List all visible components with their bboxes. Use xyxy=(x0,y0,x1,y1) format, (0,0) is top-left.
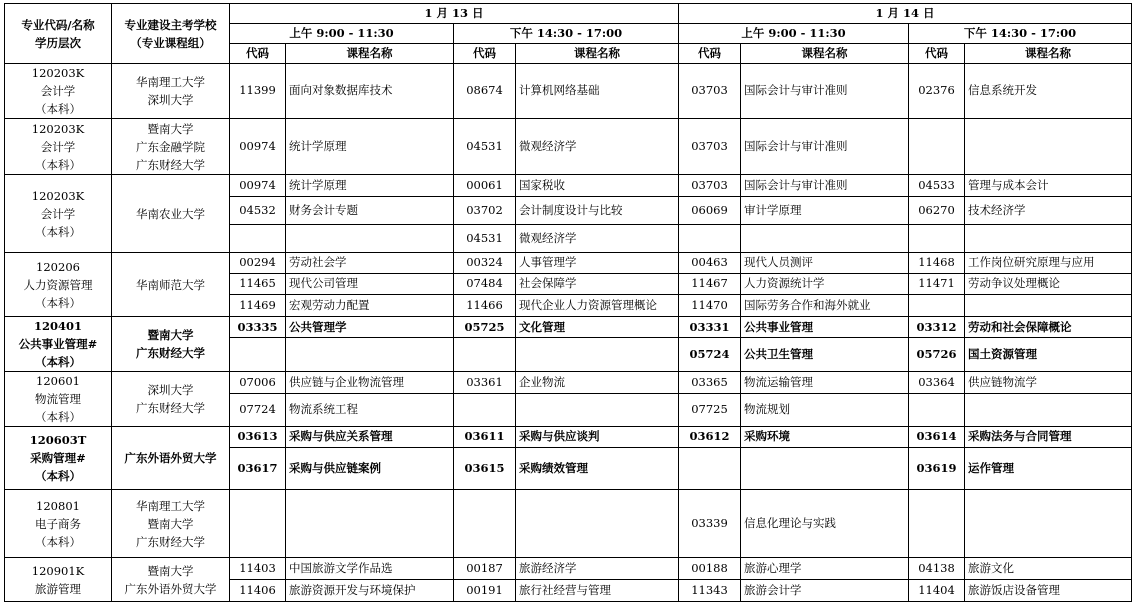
course-name-cell xyxy=(286,490,454,558)
course-name-cell: 物流运输管理 xyxy=(741,372,909,394)
course-name-cell: 文化管理 xyxy=(516,317,679,338)
course-code-cell: 02376 xyxy=(909,64,965,119)
course-name-cell xyxy=(741,225,909,253)
course-code-cell xyxy=(909,394,965,427)
code-header: 代码 xyxy=(454,44,516,64)
table-row xyxy=(5,558,1132,580)
table-row xyxy=(5,490,1132,558)
course-name-cell: 采购与供应链案例 xyxy=(286,448,454,490)
course-code-cell: 03312 xyxy=(909,317,965,338)
course-name-cell: 采购与供应谈判 xyxy=(516,427,679,448)
course-name-cell: 运作管理 xyxy=(965,448,1132,490)
course-name-cell: 国际会计与审计准则 xyxy=(741,64,909,119)
course-name-cell: 现代人员测评 xyxy=(741,253,909,274)
course-name-cell: 旅游文化 xyxy=(965,558,1132,580)
course-name-cell: 面向对象数据库技术 xyxy=(286,64,454,119)
course-code-cell: 11466 xyxy=(454,295,516,317)
course-code-cell: 03339 xyxy=(679,490,741,558)
table-row xyxy=(5,64,1132,119)
course-code-cell: 00061 xyxy=(454,175,516,197)
day2-am-header: 上午 9:00 - 11:30 xyxy=(679,24,909,44)
course-code-cell xyxy=(679,225,741,253)
day1-pm-header: 下午 14:30 - 17:00 xyxy=(454,24,679,44)
school-column-header: 专业建设主考学校 （专业课程组） xyxy=(112,4,230,64)
course-name-cell: 旅行社经营与管理 xyxy=(516,580,679,602)
course-name-cell: 国际会计与审计准则 xyxy=(741,119,909,175)
course-code-cell: 03361 xyxy=(454,372,516,394)
course-code-cell: 07006 xyxy=(230,372,286,394)
table-row xyxy=(5,175,1132,197)
course-code-cell: 04531 xyxy=(454,119,516,175)
course-code-cell: 11467 xyxy=(679,274,741,295)
course-code-cell: 11468 xyxy=(909,253,965,274)
course-name-cell: 国际劳务合作和海外就业 xyxy=(741,295,909,317)
course-code-cell xyxy=(230,338,286,372)
course-code-cell: 03364 xyxy=(909,372,965,394)
course-code-cell xyxy=(909,119,965,175)
major-cell: 120601 物流管理 （本科） xyxy=(5,372,112,427)
course-code-cell xyxy=(454,394,516,427)
table-body xyxy=(5,64,1132,602)
course-code-cell: 11406 xyxy=(230,580,286,602)
course-name-cell: 审计学原理 xyxy=(741,197,909,225)
exam-schedule-table xyxy=(4,3,1132,602)
course-name-cell xyxy=(965,490,1132,558)
course-code-cell: 11465 xyxy=(230,274,286,295)
course-code-cell: 03613 xyxy=(230,427,286,448)
course-name-cell: 管理与成本会计 xyxy=(965,175,1132,197)
course-name-cell: 旅游饭店设备管理 xyxy=(965,580,1132,602)
course-code-cell: 06069 xyxy=(679,197,741,225)
course-code-cell: 05724 xyxy=(679,338,741,372)
course-code-cell: 03703 xyxy=(679,119,741,175)
course-code-cell: 03611 xyxy=(454,427,516,448)
table-header xyxy=(5,4,1132,64)
course-header: 课程名称 xyxy=(286,44,454,64)
school-cell: 广东外语外贸大学 xyxy=(112,427,230,490)
course-name-cell: 公共事业管理 xyxy=(741,317,909,338)
course-name-cell xyxy=(965,119,1132,175)
course-name-cell: 供应链物流学 xyxy=(965,372,1132,394)
course-name-cell: 公共管理学 xyxy=(286,317,454,338)
course-code-cell: 08674 xyxy=(454,64,516,119)
school-cell: 暨南大学 广东财经大学 xyxy=(112,317,230,372)
course-name-cell xyxy=(516,490,679,558)
course-name-cell xyxy=(965,394,1132,427)
course-code-cell: 03617 xyxy=(230,448,286,490)
course-code-cell xyxy=(454,338,516,372)
course-name-cell xyxy=(286,225,454,253)
course-name-cell xyxy=(516,338,679,372)
major-cell: 120801 电子商务 （本科） xyxy=(5,490,112,558)
course-code-cell: 11343 xyxy=(679,580,741,602)
course-name-cell: 国家税收 xyxy=(516,175,679,197)
course-name-cell xyxy=(516,394,679,427)
course-name-cell: 劳动和社会保障概论 xyxy=(965,317,1132,338)
course-name-cell: 统计学原理 xyxy=(286,119,454,175)
table-row xyxy=(5,427,1132,448)
course-name-cell: 人力资源统计学 xyxy=(741,274,909,295)
course-name-cell: 统计学原理 xyxy=(286,175,454,197)
table-row xyxy=(5,119,1132,175)
table-row xyxy=(5,317,1132,338)
course-name-cell: 公共卫生管理 xyxy=(741,338,909,372)
course-name-cell: 旅游资源开发与环境保护 xyxy=(286,580,454,602)
course-code-cell: 00294 xyxy=(230,253,286,274)
course-code-cell: 03615 xyxy=(454,448,516,490)
table-row xyxy=(5,372,1132,394)
course-code-cell: 04532 xyxy=(230,197,286,225)
course-header: 课程名称 xyxy=(741,44,909,64)
course-code-cell: 03702 xyxy=(454,197,516,225)
course-name-cell: 旅游会计学 xyxy=(741,580,909,602)
code-header: 代码 xyxy=(679,44,741,64)
course-code-cell: 03612 xyxy=(679,427,741,448)
course-code-cell: 11471 xyxy=(909,274,965,295)
course-name-cell: 物流规划 xyxy=(741,394,909,427)
course-name-cell: 采购与供应关系管理 xyxy=(286,427,454,448)
course-code-cell: 04533 xyxy=(909,175,965,197)
course-name-cell: 采购法务与合同管理 xyxy=(965,427,1132,448)
code-header: 代码 xyxy=(909,44,965,64)
course-name-cell: 微观经济学 xyxy=(516,119,679,175)
course-code-cell: 11404 xyxy=(909,580,965,602)
course-name-cell: 宏观劳动力配置 xyxy=(286,295,454,317)
major-cell: 120203K 会计学 （本科） xyxy=(5,119,112,175)
day1-am-header: 上午 9:00 - 11:30 xyxy=(230,24,454,44)
major-cell: 120901K 旅游管理 xyxy=(5,558,112,602)
course-header: 课程名称 xyxy=(516,44,679,64)
major-cell: 120203K 会计学 （本科） xyxy=(5,64,112,119)
course-name-cell: 计算机网络基础 xyxy=(516,64,679,119)
course-name-cell: 微观经济学 xyxy=(516,225,679,253)
major-cell: 120206 人力资源管理 （本科） xyxy=(5,253,112,317)
course-code-cell xyxy=(679,448,741,490)
course-name-cell: 旅游心理学 xyxy=(741,558,909,580)
course-name-cell: 现代企业人力资源管理概论 xyxy=(516,295,679,317)
course-code-cell: 11399 xyxy=(230,64,286,119)
school-cell: 暨南大学 广东外语外贸大学 xyxy=(112,558,230,602)
course-code-cell xyxy=(454,490,516,558)
course-header: 课程名称 xyxy=(965,44,1132,64)
course-code-cell: 00463 xyxy=(679,253,741,274)
course-name-cell: 财务会计专题 xyxy=(286,197,454,225)
course-code-cell: 00974 xyxy=(230,119,286,175)
course-code-cell xyxy=(909,295,965,317)
school-cell: 暨南大学 广东金融学院 广东财经大学 xyxy=(112,119,230,175)
course-name-cell: 采购环境 xyxy=(741,427,909,448)
course-name-cell xyxy=(286,338,454,372)
course-code-cell xyxy=(909,225,965,253)
major-column-header: 专业代码/名称 学历层次 xyxy=(5,4,112,64)
course-code-cell: 03614 xyxy=(909,427,965,448)
course-code-cell: 05726 xyxy=(909,338,965,372)
code-header: 代码 xyxy=(230,44,286,64)
course-name-cell: 社会保障学 xyxy=(516,274,679,295)
school-cell: 华南理工大学 深圳大学 xyxy=(112,64,230,119)
day2-pm-header: 下午 14:30 - 17:00 xyxy=(909,24,1132,44)
course-name-cell: 技术经济学 xyxy=(965,197,1132,225)
course-code-cell: 11470 xyxy=(679,295,741,317)
course-code-cell: 05725 xyxy=(454,317,516,338)
major-cell: 120203K 会计学 （本科） xyxy=(5,175,112,253)
course-code-cell: 11469 xyxy=(230,295,286,317)
school-cell: 华南师范大学 xyxy=(112,253,230,317)
course-code-cell: 04531 xyxy=(454,225,516,253)
course-name-cell: 信息化理论与实践 xyxy=(741,490,909,558)
course-name-cell: 工作岗位研究原理与应用 xyxy=(965,253,1132,274)
course-code-cell: 03335 xyxy=(230,317,286,338)
course-code-cell xyxy=(909,490,965,558)
course-code-cell: 07724 xyxy=(230,394,286,427)
course-name-cell: 现代公司管理 xyxy=(286,274,454,295)
course-name-cell xyxy=(965,225,1132,253)
course-code-cell: 04138 xyxy=(909,558,965,580)
major-cell: 120603T 采购管理# （本科） xyxy=(5,427,112,490)
course-code-cell: 00191 xyxy=(454,580,516,602)
course-code-cell: 07725 xyxy=(679,394,741,427)
course-code-cell: 06270 xyxy=(909,197,965,225)
day1-header: 1 月 13 日 xyxy=(230,4,679,24)
course-name-cell: 信息系统开发 xyxy=(965,64,1132,119)
school-cell: 华南农业大学 xyxy=(112,175,230,253)
course-code-cell: 03365 xyxy=(679,372,741,394)
day2-header: 1 月 14 日 xyxy=(679,4,1132,24)
course-name-cell: 人事管理学 xyxy=(516,253,679,274)
course-code-cell: 00974 xyxy=(230,175,286,197)
school-cell: 华南理工大学 暨南大学 广东财经大学 xyxy=(112,490,230,558)
table-row xyxy=(5,253,1132,274)
course-code-cell: 00188 xyxy=(679,558,741,580)
course-name-cell: 劳动社会学 xyxy=(286,253,454,274)
course-name-cell: 国土资源管理 xyxy=(965,338,1132,372)
course-name-cell xyxy=(741,448,909,490)
course-code-cell xyxy=(230,490,286,558)
course-code-cell: 03703 xyxy=(679,175,741,197)
course-name-cell: 旅游经济学 xyxy=(516,558,679,580)
course-name-cell: 劳动争议处理概论 xyxy=(965,274,1132,295)
course-code-cell: 07484 xyxy=(454,274,516,295)
course-code-cell xyxy=(230,225,286,253)
course-code-cell: 00324 xyxy=(454,253,516,274)
course-name-cell: 中国旅游文学作品选 xyxy=(286,558,454,580)
course-name-cell: 会计制度设计与比较 xyxy=(516,197,679,225)
major-cell: 120401 公共事业管理# （本科） xyxy=(5,317,112,372)
course-code-cell: 11403 xyxy=(230,558,286,580)
course-code-cell: 03331 xyxy=(679,317,741,338)
course-name-cell: 企业物流 xyxy=(516,372,679,394)
course-code-cell: 00187 xyxy=(454,558,516,580)
course-code-cell: 03703 xyxy=(679,64,741,119)
course-name-cell: 采购绩效管理 xyxy=(516,448,679,490)
course-code-cell: 03619 xyxy=(909,448,965,490)
course-name-cell: 供应链与企业物流管理 xyxy=(286,372,454,394)
course-name-cell: 国际会计与审计准则 xyxy=(741,175,909,197)
school-cell: 深圳大学 广东财经大学 xyxy=(112,372,230,427)
course-name-cell: 物流系统工程 xyxy=(286,394,454,427)
course-name-cell xyxy=(965,295,1132,317)
